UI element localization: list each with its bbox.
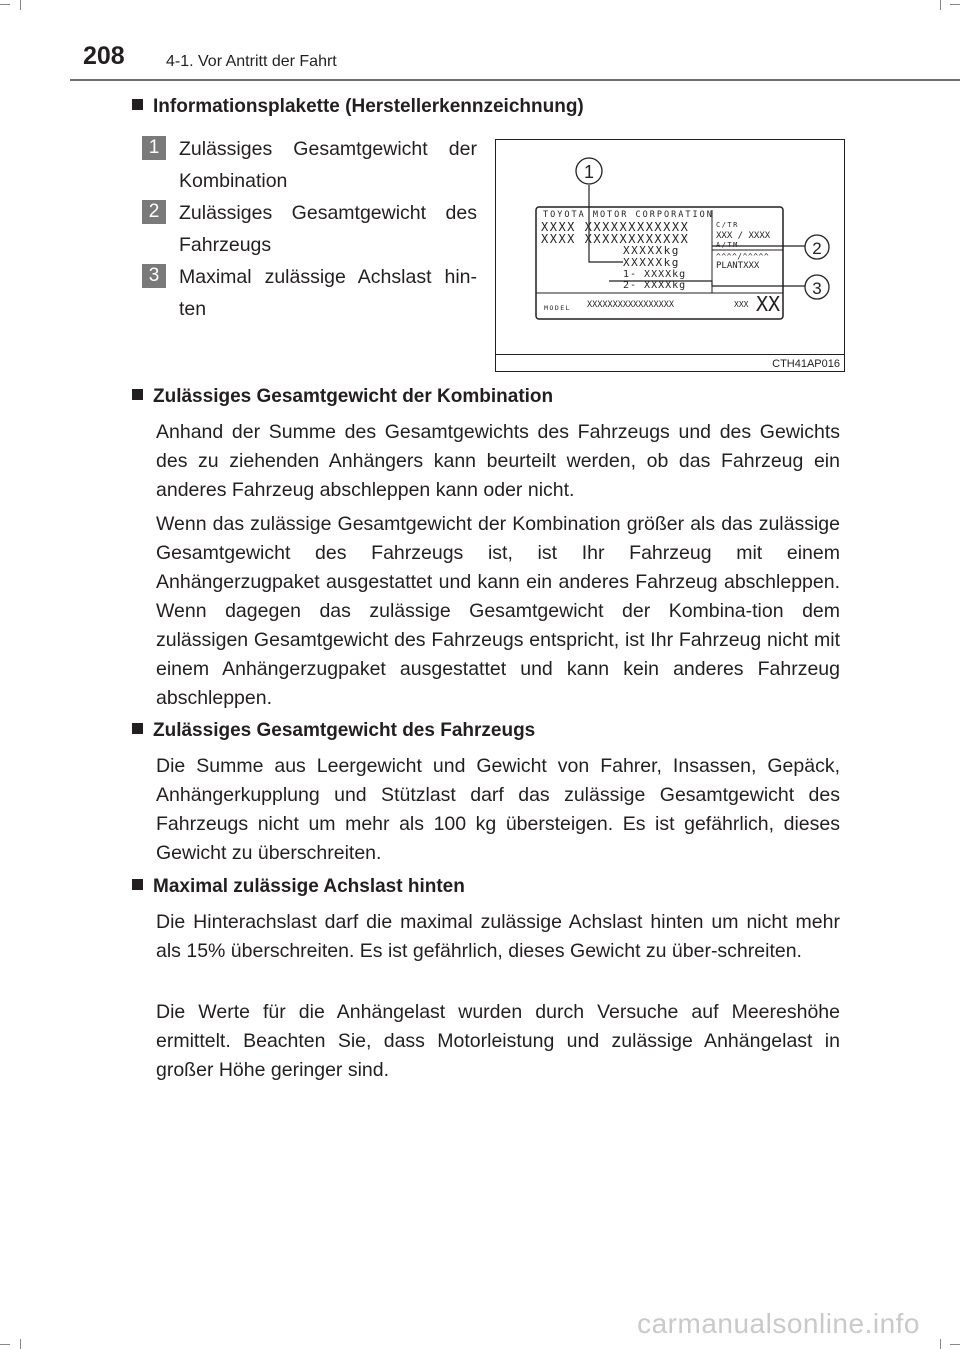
plate-carets: ^^^^/^^^^^ (716, 252, 770, 261)
plate-model-label: MODEL (544, 304, 572, 312)
plate-kg: XXXXXkg (623, 256, 680, 269)
plate-plant: PLANTXXX (716, 261, 760, 271)
list-item-text: Zulässiges Gesamtgewicht der Kombination (179, 138, 477, 192)
list-item-text: Maximal zulässige Achslast hin-ten (179, 266, 477, 320)
watermark: carmanualsonline.info (637, 1308, 920, 1339)
crop-mark (950, 4, 960, 5)
plate-model-value: XXXXXXXXXXXXXXXXX (587, 300, 674, 310)
paragraph: Wenn das zulässige Gesamtgewicht der Kombination größer als das zulässige Gesamtgewicht des Fahrzeugs ist, ist Ihr Fahrzeug mit einem Anhängerzugpaket ausgestattet und kann ein anderes Fahrzeug abschleppen. Wenn dagegen das zulässige Gesamtgewicht der Kombina-tion dem zulässigen Gesamtgewicht des Fahrzeugs entspricht, ist Ihr Fahrzeug nicht mit einem Anhängerzugpaket ausgestattet und kann kein anderes Fahrzeug abschleppen. (156, 513, 840, 709)
paragraph: Anhand der Summe des Gesamtgewichts des Fahrzeugs und des Gewichts des zu ziehenden Anhängers kann beurteilt werden, ob das Fahrzeug ein anderes Fahrzeug abschleppen kann oder nicht. (156, 421, 840, 501)
square-bullet-icon (132, 879, 143, 890)
crop-mark (0, 4, 10, 5)
square-bullet-icon (132, 99, 143, 110)
callout-number: 3 (812, 279, 822, 298)
crop-mark (940, 0, 941, 10)
square-bullet-icon (132, 723, 143, 734)
number-badge: 2 (142, 200, 166, 224)
plate-axle: 1- XXXXkg (623, 269, 687, 280)
plate-row: XXXX XXXXXXXXXXXX (541, 220, 690, 234)
plate-row: XXXX XXXXXXXXXXXX (541, 232, 690, 246)
manufacturer-plate-illustration (496, 140, 844, 371)
header-rule (70, 79, 960, 81)
plate-big: XX (756, 292, 781, 316)
list-item (142, 261, 477, 325)
crop-mark (940, 1339, 941, 1349)
heading-gesamtgewicht-fahrzeug: Zulässiges Gesamtgewicht des Fahrzeugs (132, 720, 535, 742)
plate-axle: 2- XXXXkg (623, 280, 687, 291)
plate-manufacturer: TOYOTA MOTOR CORPORATION (543, 210, 714, 220)
heading-achslast-hinten: Maximal zulässige Achslast hinten (132, 876, 465, 898)
number-badge: 3 (142, 264, 166, 288)
list-item (142, 133, 477, 197)
square-bullet-icon (132, 389, 143, 400)
callout-number: 2 (812, 239, 822, 258)
crop-mark (20, 1339, 21, 1349)
crop-mark (950, 1344, 960, 1345)
figure-code-rule (496, 354, 844, 355)
figure-code: CTH41AP016 (772, 358, 840, 370)
number-badge: 1 (142, 136, 166, 160)
section-title: 4-1. Vor Antritt der Fahrt (166, 53, 337, 70)
crop-mark (0, 1344, 10, 1345)
list-item (142, 197, 477, 261)
label-figure (495, 139, 845, 372)
plate-ctr-value: XXX / XXXX (716, 231, 771, 241)
plate-ctr: C/TR (716, 221, 739, 229)
plate-suffix: XXX (734, 300, 749, 309)
page-number: 208 (83, 42, 125, 70)
paragraph: Die Hinterachslast darf die maximal zulässige Achslast hinten um nicht mehr als 15% überschreiten. Es ist gefährlich, dieses Gewicht zu über-schreiten. (156, 911, 840, 962)
page-header (70, 42, 960, 80)
paragraph: Die Summe aus Leergewicht und Gewicht von Fahrer, Insassen, Gepäck, Anhängerkupplung und Stützlast darf das zulässige Gesamtgewicht des Fahrzeugs nicht um mehr als 100 kg übersteigen. Es ist gefährlich, dieses Gewicht zu überschreiten. (156, 755, 840, 864)
callout-number: 1 (583, 162, 595, 182)
list-item-text: Zulässiges Gesamtgewicht des Fahrzeugs (179, 202, 477, 256)
heading-gesamtgewicht-kombination: Zulässiges Gesamtgewicht der Kombination (132, 386, 553, 408)
numbered-list (142, 133, 477, 325)
paragraph: Die Werte für die Anhängelast wurden durch Versuche auf Meereshöhe ermittelt. Beachten Sie, dass Motorleistung und zulässige Anhängelast in großer Höhe geringer sind. (156, 1001, 840, 1081)
plate-atm: A/TM (716, 241, 739, 249)
heading-informationsplakette: Informationsplakette (Herstellerkennzeichnung) (132, 96, 584, 118)
crop-mark (20, 0, 21, 10)
plate-kg: XXXXXkg (623, 244, 680, 257)
